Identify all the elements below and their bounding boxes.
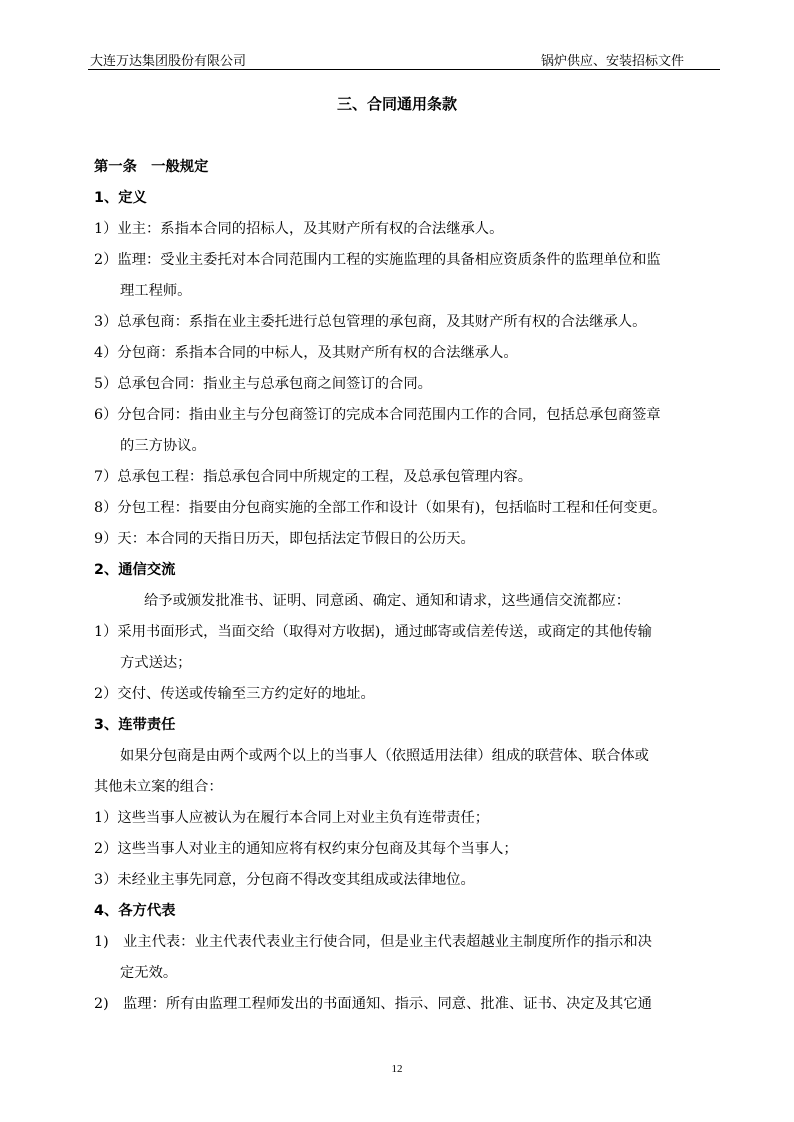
- liability-item: 2）这些当事人对业主的通知应将有权约束分包商及其每个当事人；: [94, 841, 518, 857]
- clause-heading-representatives: 4、各方代表: [94, 903, 176, 919]
- article-heading: 第一条 一般规定: [94, 159, 209, 175]
- clause-intro: 如果分包商是由两个或两个以上的当事人（依照适用法律）组成的联营体、联合体或: [120, 748, 649, 764]
- clause-intro: 给予或颁发批准书、证明、同意函、确定、通知和请求，这些通信交流都应：: [144, 593, 631, 609]
- header-doc-title: 锅炉供应、安装招标文件: [540, 54, 684, 69]
- liability-item: 3）未经业主事先同意，分包商不得改变其组成或法律地位。: [94, 872, 475, 888]
- definition-item-cont: 的三方协议。: [120, 438, 206, 454]
- definition-item: 7）总承包工程：指总承包合同中所规定的工程，及总承包管理内容。: [94, 469, 532, 485]
- definition-item: 9）天：本合同的天指日历天，即包括法定节假日的公历天。: [94, 531, 475, 547]
- clause-intro-cont: 其他未立案的组合：: [94, 779, 223, 795]
- clause-heading-joint-liability: 3、连带责任: [94, 717, 176, 733]
- definition-item: 1）业主：系指本合同的招标人，及其财产所有权的合法继承人。: [94, 221, 504, 237]
- section-title: 三、合同通用条款: [336, 95, 457, 113]
- clause-heading-communication: 2、通信交流: [94, 562, 176, 578]
- page-header: [88, 50, 720, 69]
- definition-item-cont: 理工程师。: [120, 283, 192, 299]
- clause-heading-definitions: 1、定义: [94, 190, 147, 206]
- definition-item: 5）总承包合同：指业主与总承包商之间签订的合同。: [94, 376, 432, 392]
- definition-item: 3）总承包商：系指在业主委托进行总包管理的承包商，及其财产所有权的合法继承人。: [94, 314, 647, 330]
- representative-item: 1) 业主代表：业主代表代表业主行使合同，但是业主代表超越业主制度所作的指示和决: [94, 934, 652, 950]
- definition-item: 6）分包合同：指由业主与分包商签订的完成本合同范围内工作的合同，包括总承包商签章: [94, 407, 661, 423]
- communication-item: 1）采用书面形式，当面交给（取得对方收据)，通过邮寄或信差传送，或商定的其他传输: [94, 624, 652, 640]
- representative-item-cont: 定无效。: [120, 965, 178, 981]
- page-number: 12: [391, 1063, 403, 1075]
- header-rule: [88, 69, 720, 70]
- definition-item: 8）分包工程：指要由分包商实施的全部工作和设计（如果有)，包括临时工程和任何变更。: [94, 500, 667, 516]
- communication-item: 2）交付、传送或传输至三方约定好的地址。: [94, 686, 375, 702]
- definition-item: 2）监理：受业主委托对本合同范围内工程的实施监理的具备相应资质条件的监理单位和监: [94, 252, 661, 268]
- representative-item: 2) 监理：所有由监理工程师发出的书面通知、指示、同意、批准、证书、决定及其它通: [94, 996, 652, 1012]
- definition-item: 4）分包商：系指本合同的中标人，及其财产所有权的合法继承人。: [94, 345, 518, 361]
- communication-item-cont: 方式送达；: [120, 655, 192, 671]
- liability-item: 1）这些当事人应被认为在履行本合同上对业主负有连带责任；: [94, 810, 490, 826]
- header-company: 大连万达集团股份有限公司: [90, 54, 247, 69]
